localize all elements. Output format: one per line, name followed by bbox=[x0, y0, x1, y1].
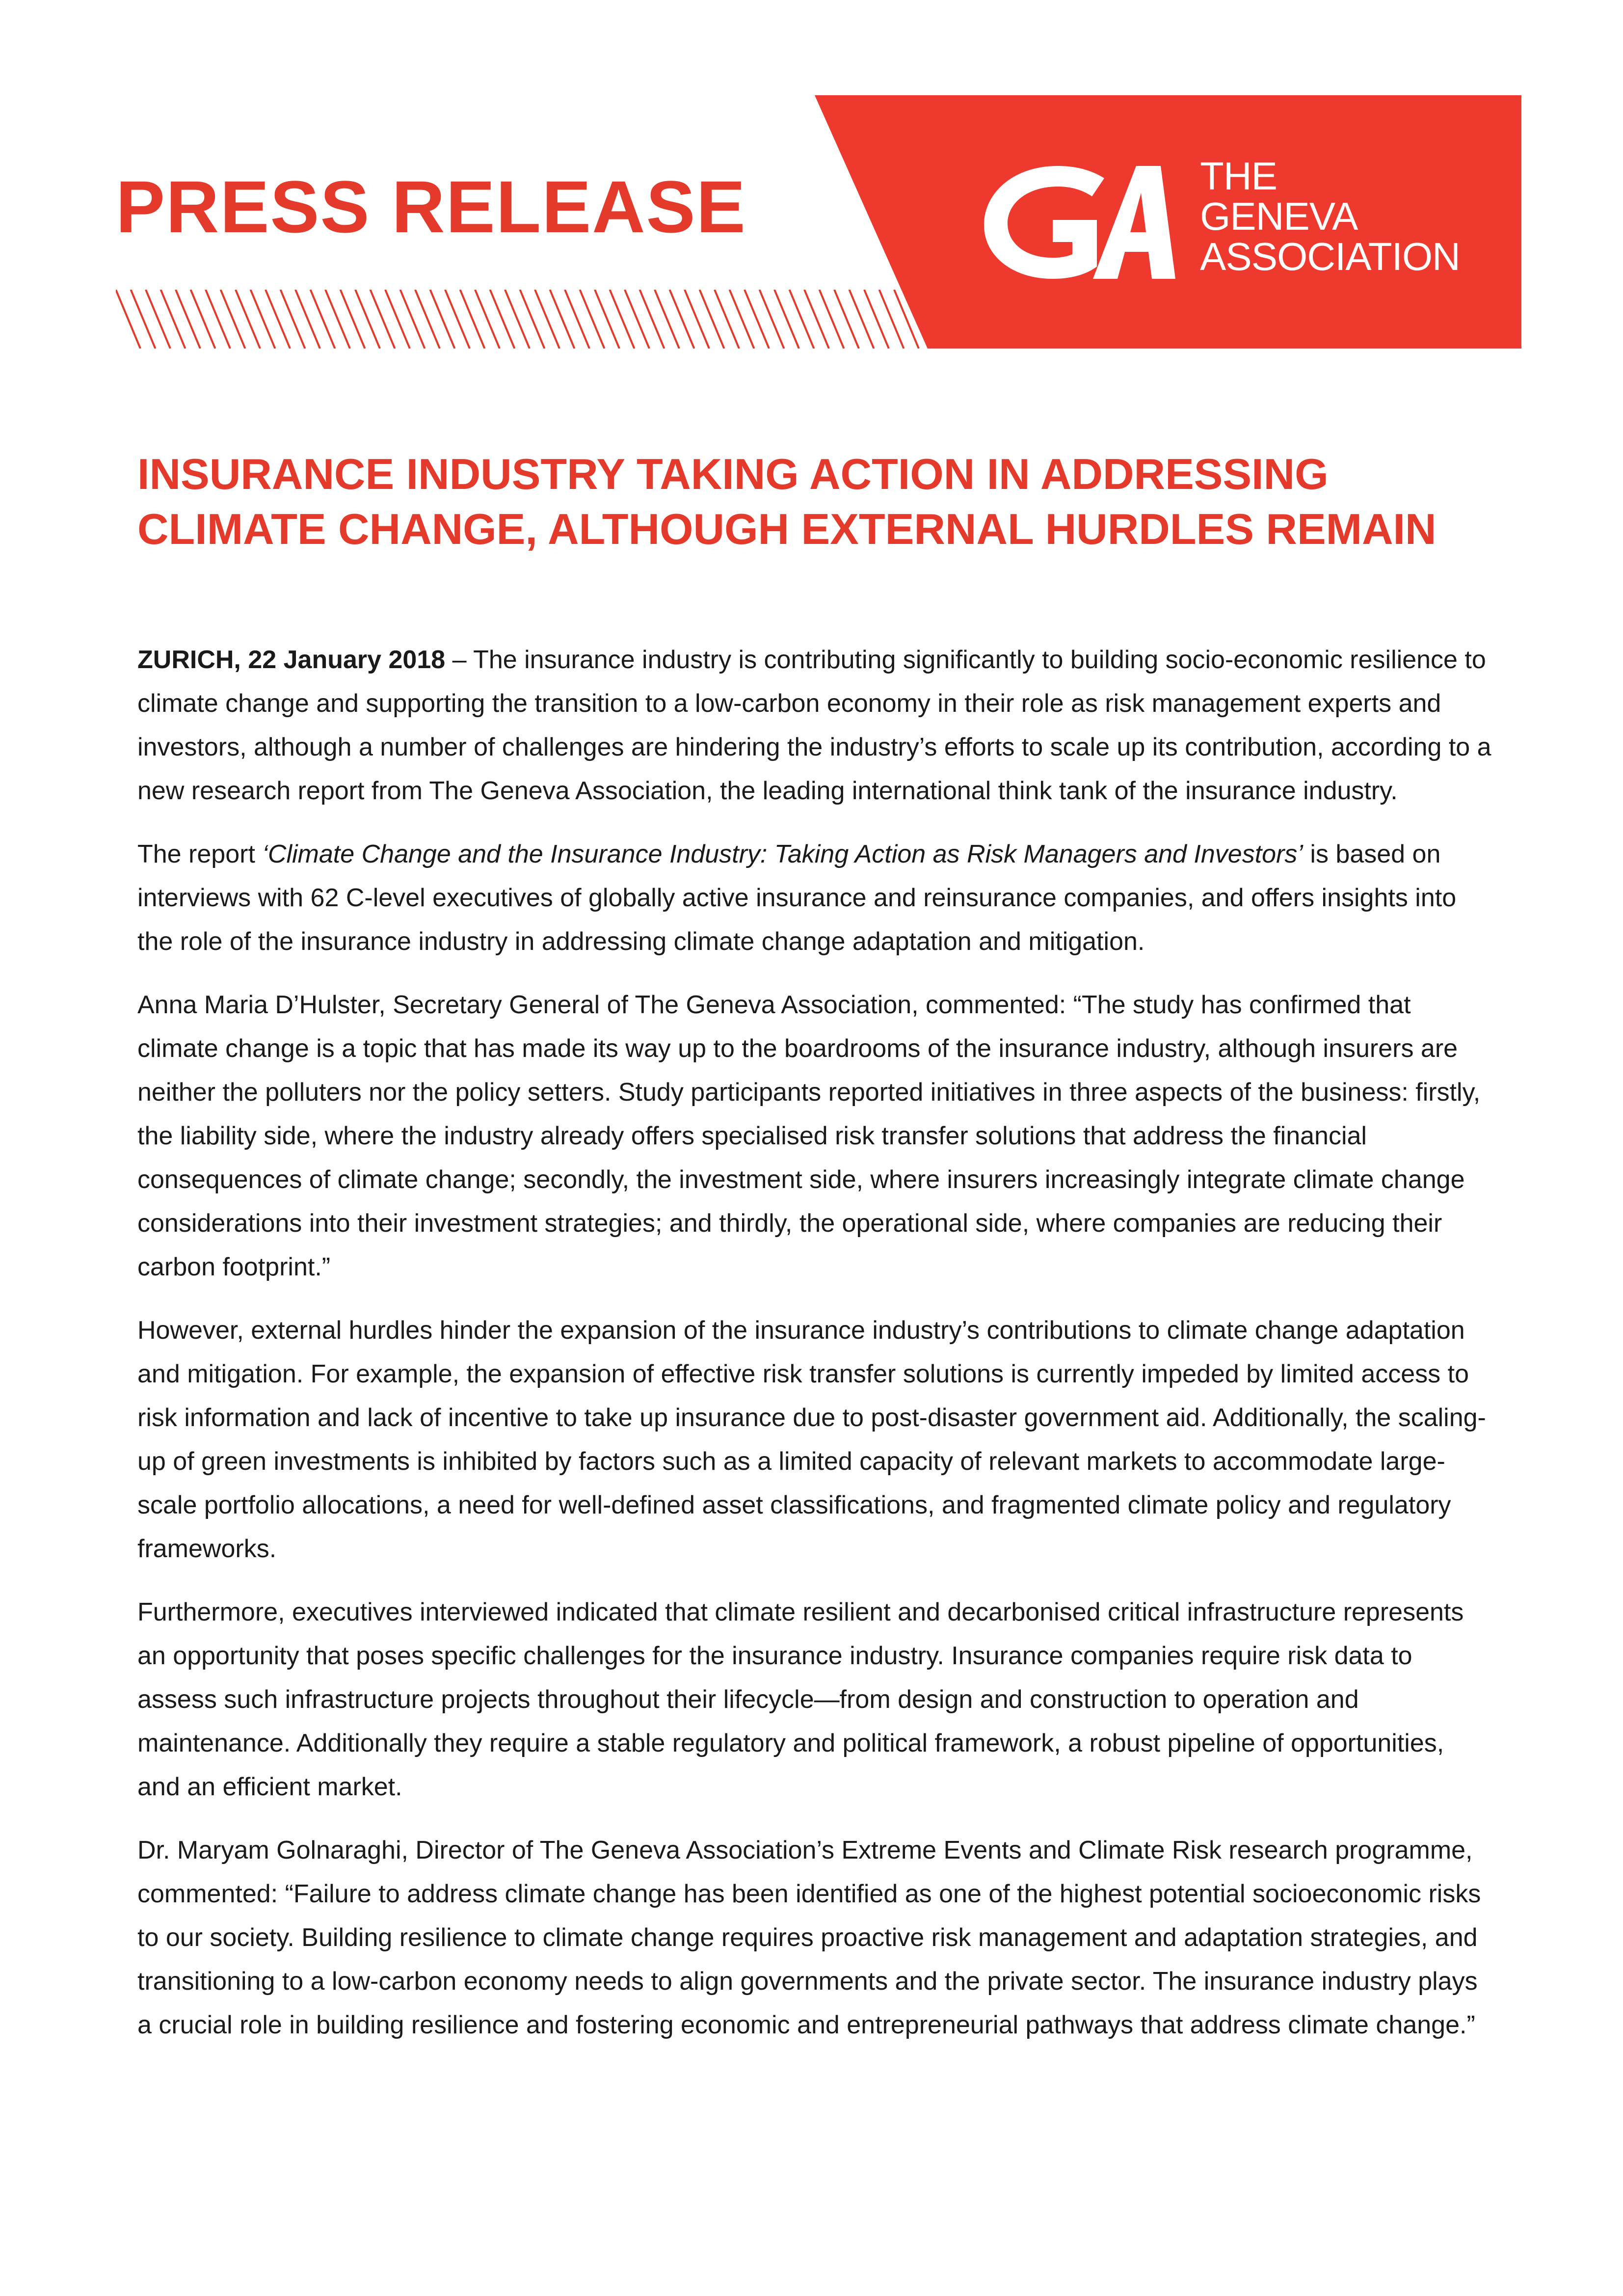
hatch-line bbox=[415, 290, 440, 349]
paragraph-5: Furthermore, executives interviewed indicated that climate resilient and decarbonised critical infrastructure represents an opportunity that poses specific challenges for the insurance industry. Insurance companies require risk data to assess such infrastructure projects throughout their lifecycle—from design and construction to operation and maintenance. Additionally they require a stable regulatory and political framework, a robust pipeline of opportunities, and an efficient market. bbox=[137, 1598, 1464, 1801]
paragraph-1 bbox=[137, 638, 1492, 813]
hatch-line bbox=[295, 290, 320, 349]
hatch-line bbox=[610, 290, 635, 349]
hatch-line bbox=[325, 290, 350, 349]
hatch-line bbox=[131, 290, 156, 349]
hatch-line bbox=[685, 290, 709, 349]
hatch-line bbox=[430, 290, 455, 349]
hatch-line bbox=[146, 290, 170, 349]
hatch-line bbox=[161, 290, 186, 349]
hatch-line bbox=[460, 290, 485, 349]
hatch-line bbox=[341, 290, 365, 349]
dateline: ZURICH, 22 January 2018 bbox=[137, 646, 446, 674]
paragraph-1-text: – The insurance industry is contributing significantly to building socio-economic resilience to climate change and supporting the transition to a low-carbon economy in their role as risk management experts and investors, although a number of challenges are hindering the industry’s efforts to scale up its contribution, according to a new research report from The Geneva Association, the leading international think tank of the insurance industry. bbox=[137, 646, 1491, 805]
paragraph-4: However, external hurdles hinder the expansion of the insurance industry’s contributions to climate change adaptation and mitigation. For example, the expansion of effective risk transfer solutions is currently impeded by limited access to risk information and lack of incentive to take up insurance due to post-disaster government aid. Additionally, the scaling-up of green investments is inhibited by factors such as a limited capacity of relevant markets to accommodate large-scale portfolio allocations, a need for well-defined asset classifications, and fragmented climate policy and regulatory frameworks. bbox=[137, 1316, 1486, 1563]
hatch-line bbox=[116, 290, 140, 349]
hatch-line bbox=[625, 290, 649, 349]
paragraph-6: Dr. Maryam Golnaraghi, Director of The Geneva Association’s Extreme Events and Climate Risk research programme, commented: “Failure to address climate change has been identified as one of the highest potential socioeconomic risks to our society. Building resilience to climate change requires proactive risk management and adaptation strategies, and transitioning to a low-carbon economy needs to align governments and the private sector. The insurance industry plays a crucial role in building resilience and fostering economic and entrepreneurial pathways that address climate change.” bbox=[137, 1836, 1481, 2039]
hatch-line bbox=[774, 290, 799, 349]
hatch-line bbox=[670, 290, 694, 349]
logo-line-association: ASSOCIATION bbox=[1200, 235, 1460, 278]
hatch-line bbox=[550, 290, 575, 349]
hatch-line bbox=[371, 290, 395, 349]
hatch-line bbox=[655, 290, 679, 349]
hatch-line bbox=[176, 290, 200, 349]
article-body bbox=[137, 638, 1492, 2067]
hatch-line bbox=[700, 290, 724, 349]
hatch-line bbox=[790, 290, 814, 349]
hatch-line bbox=[355, 290, 380, 349]
logo-line-geneva: GENEVA bbox=[1200, 194, 1358, 238]
hatch-decoration bbox=[116, 290, 931, 349]
geneva-association-logo-icon bbox=[979, 156, 1180, 284]
geneva-association-wordmark bbox=[1200, 156, 1460, 277]
hatch-line bbox=[745, 290, 769, 349]
hatch-line bbox=[520, 290, 545, 349]
hatch-line bbox=[206, 290, 230, 349]
logo-line-the: THE bbox=[1200, 154, 1277, 198]
hatch-line bbox=[535, 290, 559, 349]
hatch-line bbox=[595, 290, 619, 349]
hatch-line bbox=[251, 290, 275, 349]
hatch-line bbox=[715, 290, 739, 349]
hatch-line bbox=[730, 290, 754, 349]
hatch-line bbox=[400, 290, 425, 349]
paragraph-2-post: is based on interviews with 62 C-level executives of globally active insurance and reinsurance companies, and offers insights into the role of the insurance industry in addressing climate change adaptation and mitigation. bbox=[137, 840, 1457, 956]
hatch-line bbox=[505, 290, 530, 349]
headline-line-2: CLIMATE CHANGE, ALTHOUGH EXTERNAL HURDLES REMAIN bbox=[137, 505, 1437, 553]
press-release-label: PRESS RELEASE bbox=[116, 165, 746, 248]
hatch-line bbox=[760, 290, 784, 349]
paragraph-2-pre: The report bbox=[137, 840, 263, 868]
hatch-line bbox=[565, 290, 589, 349]
hatch-line bbox=[221, 290, 245, 349]
hatch-line bbox=[281, 290, 305, 349]
report-title: ‘Climate Change and the Insurance Industry: Taking Action as Risk Managers and Investors’ bbox=[262, 840, 1303, 868]
hatch-line bbox=[475, 290, 500, 349]
hatch-line bbox=[445, 290, 470, 349]
hatch-line bbox=[236, 290, 260, 349]
hatch-line bbox=[266, 290, 290, 349]
paragraph-3: Anna Maria D’Hulster, Secretary General of The Geneva Association, commented: “The study has confirmed that climate change is a topic that has made its way up to the boardrooms of the insurance industry, although insurers are neither the polluters nor the policy setters. Study participants reported initiatives in three aspects of the business: firstly, the liability side, where the industry already offers specialised risk transfer solutions that address the financial consequences of climate change; secondly, the investment side, where insurers increasingly integrate climate change considerations into their investment strategies; and thirdly, the operational side, where companies are reducing their carbon footprint.” bbox=[137, 991, 1481, 1281]
hatch-line bbox=[640, 290, 665, 349]
paragraph-2 bbox=[137, 833, 1492, 964]
hatch-line bbox=[580, 290, 605, 349]
hatch-line bbox=[311, 290, 335, 349]
hatch-line bbox=[385, 290, 410, 349]
headline-line-1: INSURANCE INDUSTRY TAKING ACTION IN ADDRESSING bbox=[137, 450, 1329, 498]
hatch-line bbox=[191, 290, 215, 349]
headline bbox=[137, 447, 1502, 557]
hatch-line bbox=[490, 290, 515, 349]
